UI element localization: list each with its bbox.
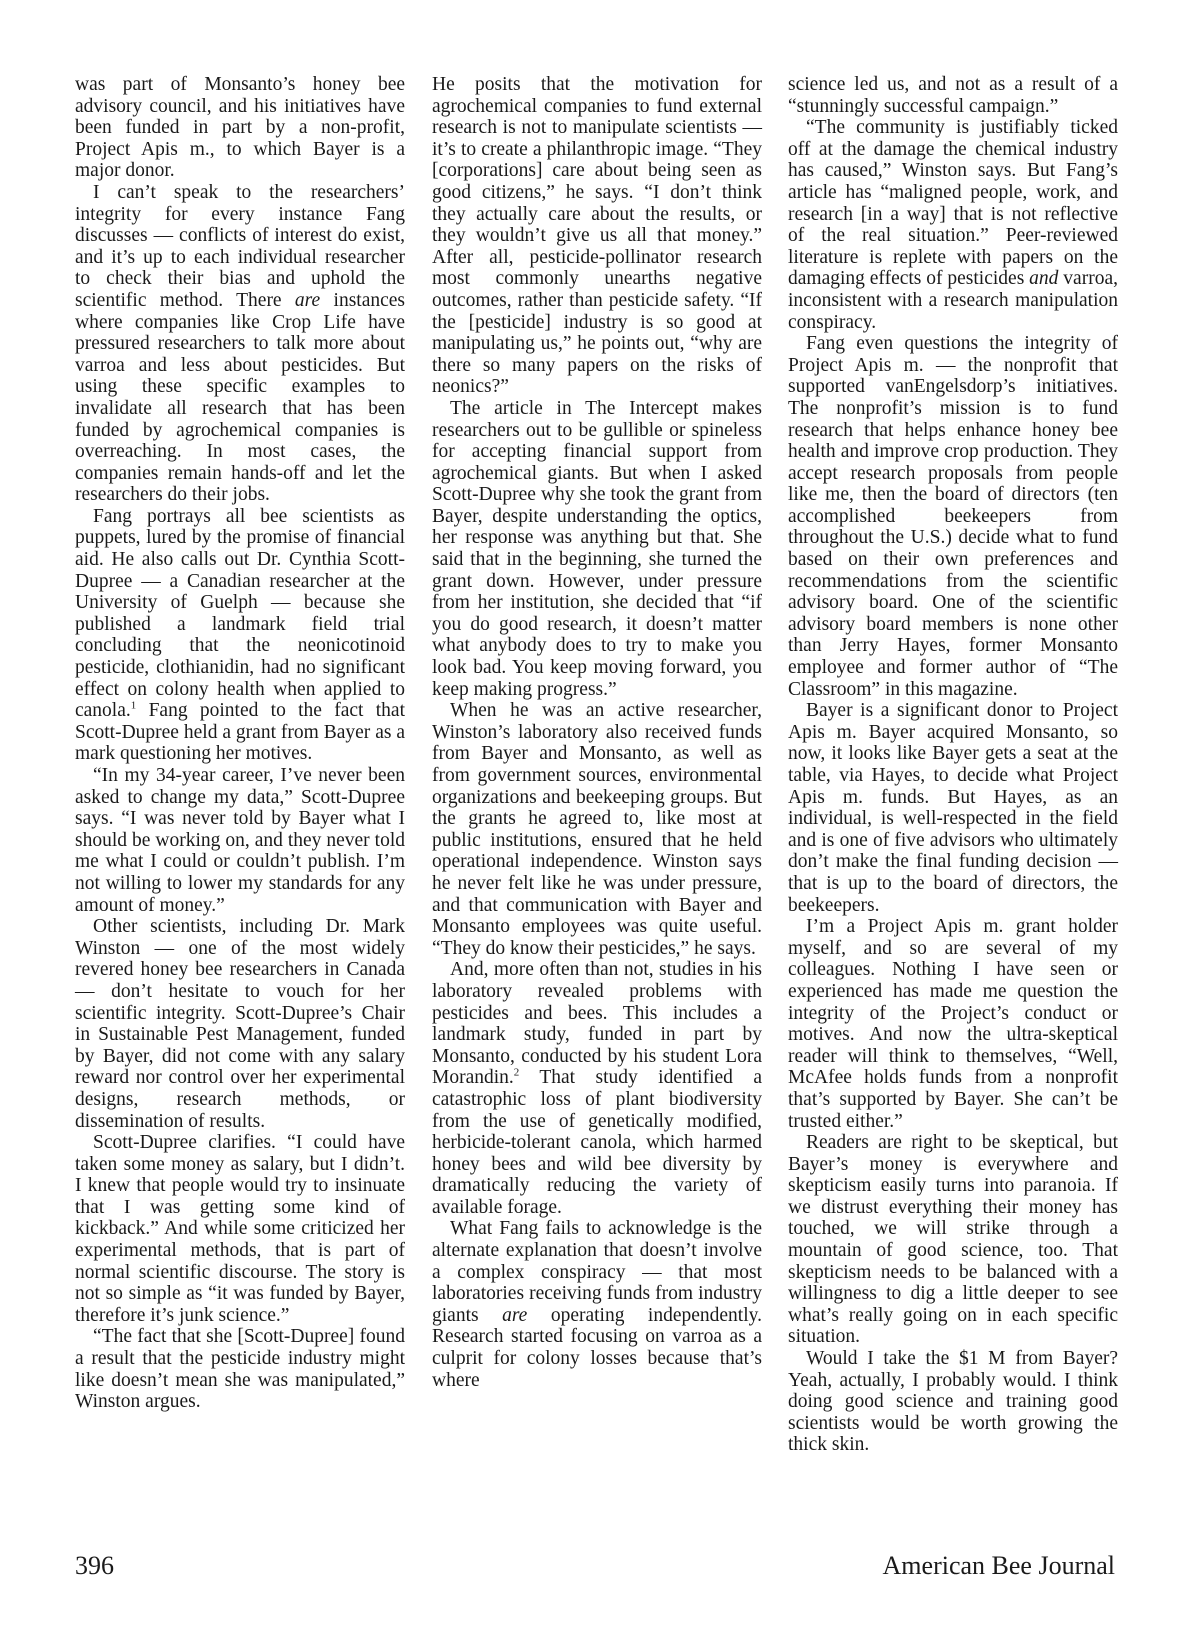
paragraph-with-footnote: Fang portrays all bee scientists as puppets, lured by the promise of financial aid. He also calls out Dr. Cynthia Scott-Dupree — a Canadian researcher at the University of Guelph — because she published a landmark field trial concluding that the neonicotinoid pesticide, clothianidin, had no significant effect on colony health when applied to canola.$^1$ Fang pointed to the fact that Scott-Dupree held a grant from Bayer as a mark questioning her motives.: [75, 505, 405, 765]
paragraph: “In my 34-year career, I’ve never been asked to change my data,” Scott-Dupree says. “I was never told by Bayer what I should be working on, and they never told me what I could or couldn’t publish. I’m not willing to lower my standards for any amount of money.”: [75, 765, 405, 916]
paragraph: Fang even questions the integrity of Project Apis m. — the nonprofit that supported vanEngelsdorp’s initiatives. The nonprofit’s mission is to fund research that helps enhance honey bee health and improve crop production. They accept research proposals from people like me, then the board of directors (ten accomplished beekeepers from throughout the U.S.) decide what to fund based on their own preferences and recommendations from the scientific advisory board. One of the scientific advisory board members is none other than Jerry Hayes, former Monsanto employee and former author of “The Classroom” in this magazine.: [788, 333, 1118, 700]
paragraph-with-emphasis: What Fang fails to acknowledge is the alternate explanation that doesn’t involve a complex conspiracy — that most laboratories receiving funds from industry giants are operating independently. Research started focusing on varroa as a culprit for colony losses because that’s where: [432, 1218, 762, 1391]
paragraph: Scott-Dupree clarifies. “I could have taken some money as salary, but I didn’t. I knew that people would try to insinuate that I was getting some kind of kickback.” And while some criticized her experimental methods, that is part of normal scientific discourse. The story is not so simple as “it was funded by Bayer, therefore it’s junk science.”: [75, 1132, 405, 1326]
paragraph: I’m a Project Apis m. grant holder myself, and so are several of my colleagues. Nothing I have seen or experienced has made me question the integrity of the Project’s conduct or motives. And now the ultra-skeptical reader will think to themselves, “Well, McAfee holds funds from a nonprofit that’s supported by Bayer. She can’t be trusted either.”: [788, 916, 1118, 1132]
paragraph: was part of Monsanto’s honey bee advisory council, and his initiatives have been funded in part by a non-profit, Project Apis m., to which Bayer is a major donor.: [75, 74, 405, 182]
paragraph-with-emphasis: “The community is justifiably ticked off at the damage the chemical industry has caused,” Winston says. But Fang’s article has “maligned people, work, and research [in a way] that is not reflective of the real situation.” Peer-reviewed literature is replete with papers on the damaging effects of pesticides and varroa, inconsistent with a research manipulation conspiracy.: [788, 117, 1118, 333]
paragraph-with-emphasis: I can’t speak to the researchers’ integrity for every instance Fang discusses — conflicts of interest do exist, and it’s up to each individual researcher to check their bias and uphold the scientific method. There are instances where companies like Crop Life have pressured researchers to talk more about varroa and less about pesticides. But using these specific examples to invalidate all research that has been funded by agrochemical companies is overreaching. In most cases, the companies remain hands-off and let the researchers do their jobs.: [75, 181, 406, 506]
text-column-1: [75, 74, 405, 1413]
text-column-3: [788, 74, 1118, 1456]
paragraph-with-footnote: And, more often than not, studies in his laboratory revealed problems with pesticides and bees. This includes a landmark study, funded in part by Monsanto, conducted by his student Lora Morandin.$^2$ That study identified a catastrophic loss of plant biodiversity from the use of genetically modified, herbicide-tolerant canola, which harmed honey bees and wild bee diversity by dramatically reducing the variety of available forage.: [432, 959, 762, 1218]
text-column-2: [432, 74, 762, 1391]
journal-name: American Bee Journal: [882, 1551, 1115, 1580]
page-number: 396: [75, 1551, 114, 1580]
paragraph: He posits that the motivation for agrochemical companies to fund external research is not to manipulate scientists — it’s to create a philanthropic image. “They [corporations] care about being seen as good citizens,” he says. “I don’t think they actually care about the results, or they wouldn’t give us all that money.” After all, pesticide-pollinator research most commonly unearths negative outcomes, rather than pesticide safety. “If the [pesticide] industry is so good at manipulating us,” he points out, “why are there so many papers on the risks of neonics?”: [432, 74, 762, 398]
paragraph: Bayer is a significant donor to Project Apis m. Bayer acquired Monsanto, so now, it looks like Bayer gets a seat at the table, via Hayes, to decide what Project Apis m. funds. But Hayes, as an individual, is well-respected in the field and is one of five advisors who ultimately don’t make the final funding decision — that is up to the board of directors, the beekeepers.: [788, 700, 1118, 916]
paragraph: “The fact that she [Scott-Dupree] found a result that the pesticide industry might like doesn’t mean she was manipulated,” Winston argues.: [75, 1326, 405, 1413]
paragraph: Readers are right to be skeptical, but Bayer’s money is everywhere and skepticism easily turns into paranoia. If we distrust everything their money has touched, we will strike through a mountain of good science, too. That skepticism needs to be balanced with a willingness to dig a little deeper to see what’s really going on in each specific situation.: [788, 1132, 1118, 1348]
paragraph: science led us, and not as a result of a “stunningly successful campaign.”: [788, 74, 1118, 117]
paragraph: Would I take the $1 M from Bayer? Yeah, actually, I probably would. I think doing good science and training good scientists would be worth growing the thick skin.: [788, 1348, 1118, 1456]
paragraph: Other scientists, including Dr. Mark Winston — one of the most widely revered honey bee researchers in Canada — don’t hesitate to vouch for her scientific integrity. Scott-Dupree’s Chair in Sustainable Pest Management, funded by Bayer, did not come with any salary reward nor control over her experimental designs, research methods, or dissemination of results.: [75, 916, 405, 1132]
paragraph: When he was an active researcher, Winston’s laboratory also received funds from Bayer and Monsanto, as well as from government sources, environmental organizations and beekeeping groups. But the grants he agreed to, like most at public institutions, ensured that he held operational independence. Winston says he never felt like he was under pressure, and that communication with Bayer and Monsanto employees was quite useful. “They do know their pesticides,” he says.: [432, 700, 762, 959]
paragraph: The article in The Intercept makes researchers out to be gullible or spineless for accepting financial support from agrochemical giants. But when I asked Scott-Dupree why she took the grant from Bayer, despite understanding the optics, her response was anything but that. She said that in the beginning, she turned the grant down. However, under pressure from her institution, she decided that “if you do good research, it doesn’t matter what anybody does to try to make you look bad. You keep moving forward, you keep making progress.”: [432, 397, 762, 700]
